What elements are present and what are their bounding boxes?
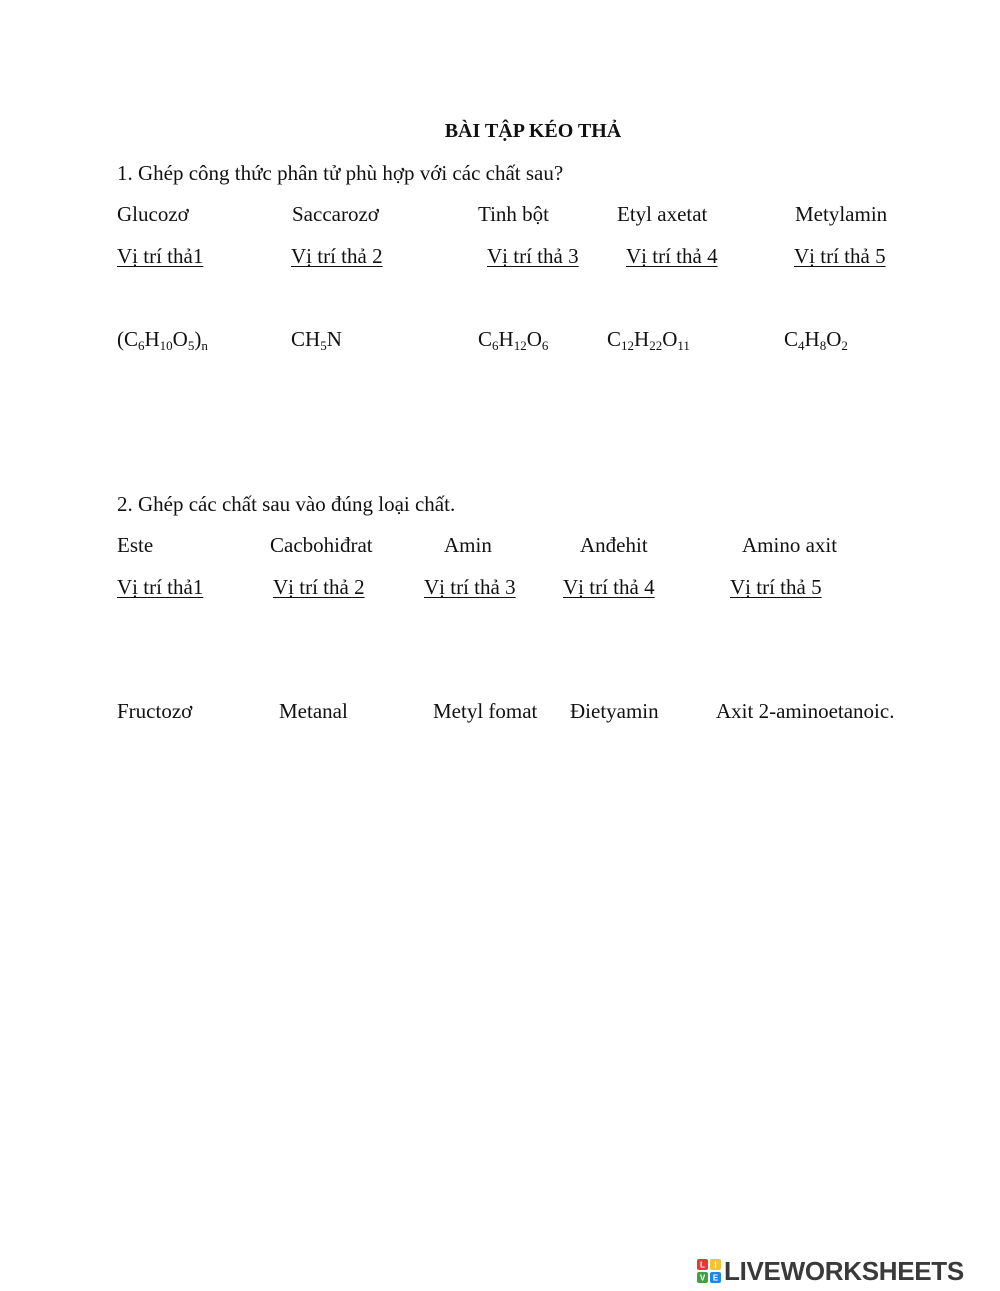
q2-item-fructozo[interactable]: Fructozơ [117, 699, 193, 723]
q1-formula-c12h22o11[interactable]: $C_{12}H_{22}O_{11}$ [607, 327, 690, 353]
question-2-prompt: 2. Ghép các chất sau vào đúng loại chất. [117, 492, 456, 516]
question-1-prompt: 1. Ghép công thức phân tử phù hợp với các chất sau? [117, 161, 564, 185]
worksheet-title: BÀI TẬP KÉO THẢ [444, 120, 622, 142]
q1-name-etyl-axetat: Etyl axetat [617, 202, 708, 226]
svg-text:E: E [712, 1273, 719, 1283]
q1-drop-zone-3[interactable]: Vị trí thả 3 [487, 244, 579, 268]
q2-category-este: Este [117, 533, 154, 557]
q2-item-dietyamin[interactable]: Đietyamin [570, 699, 659, 723]
q1-drop-zone-5[interactable]: Vị trí thả 5 [794, 244, 886, 268]
q1-formula-c4h8o2[interactable]: $C_4H_8O_2$ [784, 327, 848, 353]
q1-name-glucozo: Glucozơ [117, 202, 189, 226]
q2-category-amin: Amin [444, 533, 492, 557]
q2-item-axit-2-aminoetanoic[interactable]: Axit 2-aminoetanoic. [716, 699, 895, 723]
q1-name-saccarozo: Saccarozơ [292, 202, 379, 226]
q2-drop-zone-3[interactable]: Vị trí thả 3 [424, 575, 516, 599]
svg-text:L: L [700, 1260, 705, 1270]
q1-drop-zone-1[interactable]: Vị trí thả1 [117, 244, 204, 268]
svg-text:I: I [714, 1260, 717, 1270]
q1-formula-c6h12o6[interactable]: $C_6H_{12}O_6$ [478, 327, 549, 353]
q1-formula-ch5n[interactable]: $CH_5N$ [291, 327, 342, 353]
q1-drop-zone-4[interactable]: Vị trí thả 4 [626, 244, 718, 268]
q1-name-metylamin: Metylamin [795, 202, 888, 226]
q2-drop-zone-2[interactable]: Vị trí thả 2 [273, 575, 365, 599]
q2-item-metyl-fomat[interactable]: Metyl fomat [433, 699, 538, 723]
liveworksheets-logo [697, 1256, 964, 1286]
q2-category-cacbohidrat: Cacbohiđrat [270, 533, 373, 557]
q1-drop-zone-2[interactable]: Vị trí thả 2 [291, 244, 383, 268]
q2-drop-zone-4[interactable]: Vị trí thả 4 [563, 575, 655, 599]
liveworksheets-brand-text: LIVEWORKSHEETS [724, 1256, 964, 1286]
q2-item-metanal[interactable]: Metanal [279, 699, 348, 723]
svg-text:V: V [699, 1273, 706, 1283]
q1-name-tinh-bot: Tinh bột [478, 202, 550, 226]
liveworksheets-logo-icon [697, 1259, 721, 1283]
q1-formula-tinh-bot[interactable]: $(C_6H_{10}O_5)_n$ [117, 327, 208, 353]
q2-category-amino-axit: Amino axit [742, 533, 838, 557]
q2-drop-zone-5[interactable]: Vị trí thả 5 [730, 575, 822, 599]
q2-drop-zone-1[interactable]: Vị trí thả1 [117, 575, 204, 599]
q2-category-andehit: Anđehit [580, 533, 648, 557]
